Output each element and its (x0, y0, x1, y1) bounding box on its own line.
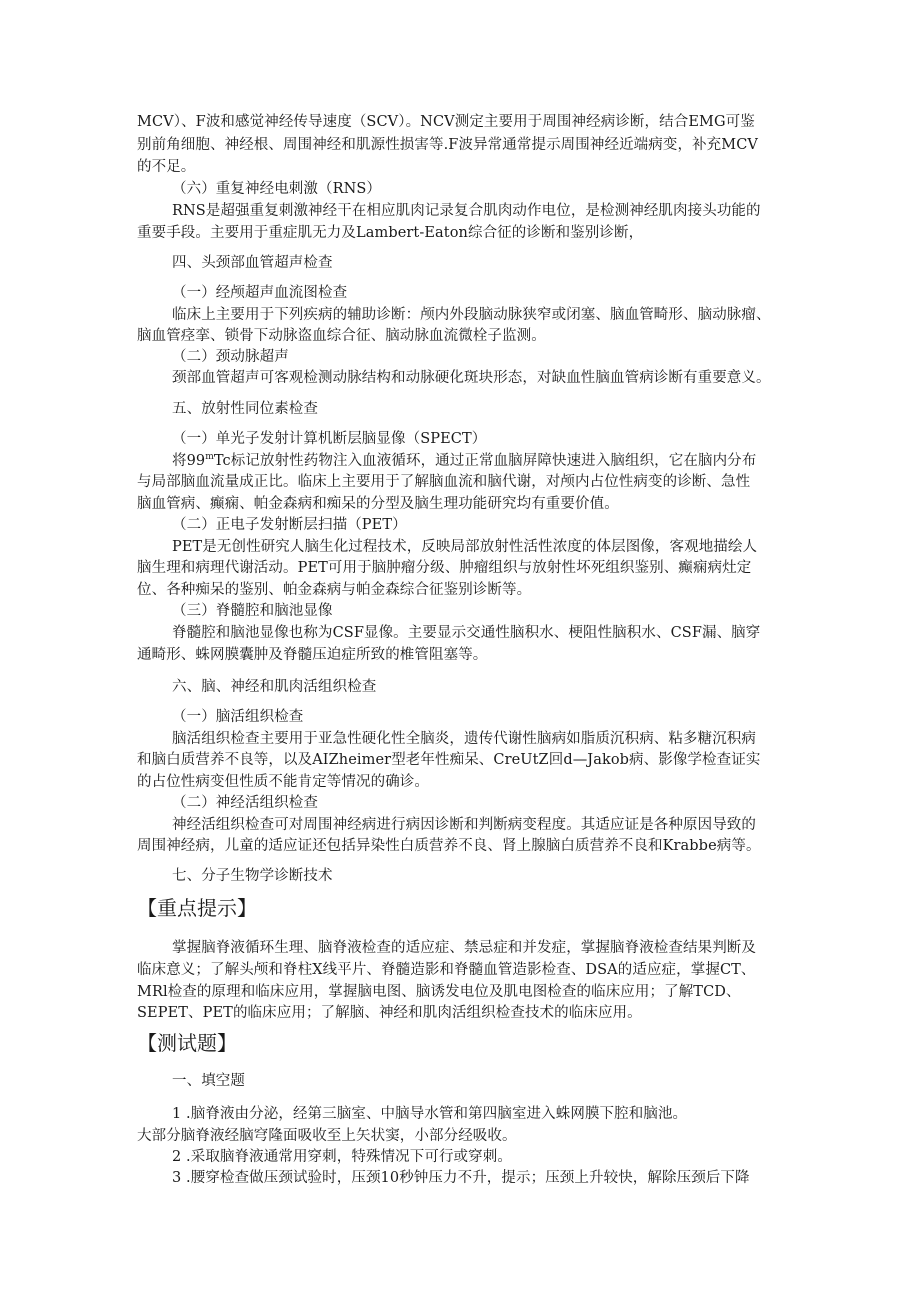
question-line: 大部分脑脊液经脑穹隆面吸收至上矢状窦，小部分经吸收。 (137, 1128, 517, 1144)
paragraph-line: MCV）、F波和感觉神经传导速度（SCV）。NCV测定主要用于周围神经病诊断，结合EMG可鉴 (137, 114, 755, 130)
paragraph-line: PET是无创性研究人脑生化过程技术，反映局部放射性活性浓度的体层图像，客观地描绘人 (172, 539, 758, 555)
paragraph-line: 的占位性病变但性质不能肯定等情况的确诊。 (137, 774, 429, 790)
paragraph-line: 和脑白质营养不良等，以及AIZheimer型老年性痴呆、CreUtZ回d—Jakob病、影像学检查证实 (137, 752, 761, 768)
paragraph-line: 掌握脑脊液循环生理、脑脊液检查的适应症、禁忌症和并发症，掌握脑脊液检查结果判断及 (172, 940, 756, 956)
paragraph-line: 脑血管痉挛、锁骨下动脉盗血综合征、脑动脉血流微栓子监测。 (137, 328, 546, 344)
paragraph-line (172, 451, 756, 471)
isotope-mass: 将99 (172, 453, 206, 469)
paragraph-line: 脑活组织检查主要用于亚急性硬化性全脑炎，遗传代谢性脑病如脂质沉积病、粘多糖沉积病 (172, 731, 756, 747)
subsection-heading: （二）神经活组织检查 (172, 795, 318, 811)
question-line: 2 .采取脑脊液通常用穿刺，特殊情况下可行或穿刺。 (172, 1149, 512, 1165)
paragraph-line: 脊髓腔和脑池显像也称为CSF显像。主要显示交通性脑积水、梗阻性脑积水、CSF漏、脑穿 (172, 625, 761, 641)
subsection-heading: （一）经颅超声血流图检查 (172, 285, 348, 301)
paragraph-line: 位、各种痴呆的鉴别、帕金森病与帕金森综合征鉴别诊断等。 (137, 582, 532, 598)
subsection-heading: （二）颈动脉超声 (172, 349, 289, 365)
section-heading: 四、头颈部血管超声检查 (172, 255, 333, 271)
paragraph-line: 别前角细胞、神经根、周围神经和肌源性损害等.F波异常通常提示周围神经近端病变，补充MCV (137, 137, 758, 153)
paragraph-line: MRl检查的原理和临床应用，掌握脑电图、脑诱发电位及肌电图检查的临床应用；了解TCD、 (137, 984, 741, 1000)
subsection-heading: （三）脊髓腔和脑池显像 (172, 603, 333, 619)
paragraph-line-rest: Tc标记放射性药物注入血液循环，通过正常血脑屏障快速进入脑组织，它在脑内分布 (213, 453, 757, 469)
paragraph-line: 与局部脑血流量成正比。临床上主要用于了解脑血流和脑代谢，对颅内占位性病变的诊断、急性 (137, 474, 751, 490)
paragraph-line: 临床上主要用于下列疾病的辅助诊断：颅内外段脑动脉狭窄或闭塞、脑血管畸形、脑动脉瘤、 (172, 307, 771, 323)
section-heading: 六、脑、神经和肌肉活组织检查 (172, 679, 377, 695)
paragraph-line: 周围神经病，儿童的适应证还包括异染性白质营养不良、肾上腺脑白质营养不良和Krabbe病等。 (137, 838, 761, 854)
section-heading: 五、放射性同位素检查 (172, 401, 318, 417)
paragraph-line: 神经活组织检查可对周围神经病进行病因诊断和判断病变程度。其适应证是各种原因导致的 (172, 817, 756, 833)
section-heading: 一、填空题 (172, 1073, 245, 1089)
paragraph-line: 脑血管病、癫痫、帕金森病和痴呆的分型及脑生理功能研究均有重要价值。 (137, 496, 619, 512)
paragraph-line: 重要手段。主要用于重症肌无力及Lambert-Eaton综合征的诊断和鉴别诊断， (137, 225, 644, 241)
section-heading: 七、分子生物学诊断技术 (172, 868, 333, 884)
subsection-heading: （一）脑活组织检查 (172, 709, 304, 725)
subsection-heading: （六）重复神经电刺激（RNS） (172, 181, 382, 197)
subsection-heading: （一）单光子发射计算机断层脑显像（SPECT） (172, 431, 487, 447)
paragraph-line: RNS是超强重复刺激神经干在相应肌肉记录复合肌肉动作电位，是检测神经肌肉接头功能的 (172, 203, 761, 219)
paragraph-line: 临床意义；了解头颅和脊柱X线平片、脊髓造影和脊髓血管造影检查、DSA的适应症，掌握CT、 (137, 962, 756, 978)
paragraph-line: 颈部血管超声可客观检测动脉结构和动脉硬化斑块形态，对缺血性脑血管病诊断有重要意义。 (172, 370, 771, 386)
paragraph-line: 的不足。 (137, 159, 196, 175)
subsection-heading: （二）正电子发射断层扫描（PET） (172, 517, 407, 533)
isotope-metastable: m (205, 452, 214, 463)
question-line: 3 .腰穿检查做压颈试验时，压颈10秒钟压力不升，提示；压颈上升较快，解除压颈后下降 (172, 1170, 750, 1186)
question-line: 1 .脑脊液由分泌，经第三脑室、中脑导水管和第四脑室进入蛛网膜下腔和脑池。 (172, 1106, 688, 1122)
paragraph-line: 通畸形、蛛网膜囊肿及脊髓压迫症所致的椎管阻塞等。 (137, 647, 488, 663)
paragraph-line: SEPET、PET的临床应用；了解脑、神经和肌肉活组织检查技术的临床应用。 (137, 1005, 642, 1021)
test-questions-title: 【测试题】 (137, 1031, 237, 1055)
paragraph-line: 脑生理和病理代谢活动。PET可用于脑肿瘤分级、肿瘤组织与放射性坏死组织鉴别、癫痫病灶定 (137, 560, 752, 576)
key-points-title: 【重点提示】 (137, 896, 257, 920)
